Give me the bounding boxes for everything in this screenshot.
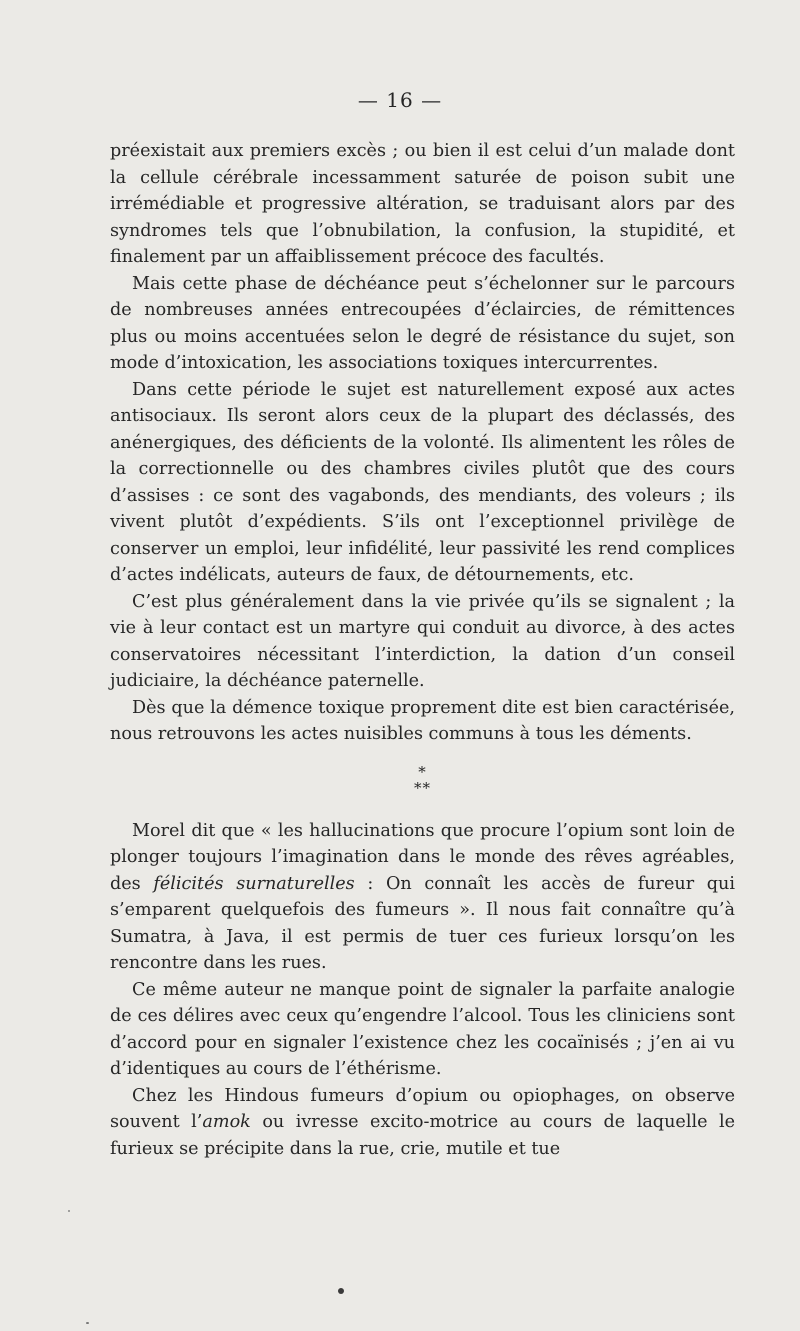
paragraph-continuation: préexistait aux premiers excès ; ou bien il est celui d’un malade dont la cellule cérébrale incessamment saturée de poison subit une irrémédiable et progressive altération, se traduisant alors par des syndromes tels que l’obnubilation, la confusion, la stupidité, et finalement par un affaiblissement précoce des facultés.: [110, 141, 735, 267]
paragraph-actes-antisociaux: Dans cette période le sujet est naturellement exposé aux actes antisociaux. Ils seront alors ceux de la plupart des déclassés, des anénergiques, des déficients de la volonté. Ils alimentent les rôles de la correctionnelle ou des chambres civiles plutôt que des cours d’assises : ce sont des vagabonds, des mendiants, des voleurs ; ils vivent plutôt d’expédients. S’ils ont l’exceptionnel privilège de conserver un emploi, leur infidélité, leur passivité les rend complices d’actes indélicats, auteurs de faux, de détournements, etc.: [110, 379, 735, 585]
paragraph-hindous: [110, 1083, 735, 1163]
asterism-bottom: **: [414, 778, 431, 797]
hindous-italic-word: amok: [202, 1112, 251, 1132]
ink-speck: [86, 1322, 89, 1324]
paragraph-morel: [110, 818, 735, 977]
hindous-text-start: Chez les Hindous fumeurs d’opium ou opiophages, on observe souvent l’: [110, 1085, 735, 1132]
morel-text-start: Morel dit que « les hallucinations que procure l’opium sont loin de plonger toujours l’imagination dans le monde des rêves agréables, des: [110, 820, 735, 894]
page-number: — 16 —: [357, 88, 443, 112]
hindous-text-end: ou ivresse excito-motrice au cours de laquelle le furieux se précipite dans la rue, crie, mutile et tue: [110, 1112, 735, 1159]
paragraph-decheance: Mais cette phase de déchéance peut s’échelonner sur le parcours de nombreuses années entrecoupées d’éclaircies, de rémittences plus ou moins accentuées selon le degré de résistance du sujet, son mode d’intoxication, les associations toxiques intercurrentes.: [110, 273, 735, 373]
paragraph-vie-privee: C’est plus généralement dans la vie privée qu’ils se signalent ; la vie à leur contact est un martyre qui conduit au divorce, à des actes conservatoires nécessitant l’interdiction, la dation d’un conseil judiciaire, la déchéance paternelle.: [110, 591, 735, 691]
body-text: [110, 138, 735, 1162]
asterism-separator: [110, 764, 735, 796]
morel-text-end: : On connaît les accès de fureur qui s’emparent quelquefois des fumeurs ». Il nous fait connaître qu’à Sumatra, à Java, il est permis de tuer ces furieux lorsqu’on les rencontre dans les rues.: [110, 873, 735, 973]
ink-speck: [338, 1288, 344, 1294]
paragraph-demence-toxique: Dès que la démence toxique proprement dite est bien caractérisée, nous retrouvons les actes nuisibles communs à tous les déments.: [110, 697, 735, 744]
paragraph-analogie: Ce même auteur ne manque point de signaler la parfaite analogie de ces délires avec ceux qu’engendre l’alcool. Tous les cliniciens sont d’accord pour en signaler l’existence chez les cocaïnisés ; j’en ai vu d’identiques au cours de l’éthérisme.: [110, 979, 735, 1079]
ink-speck: [68, 1210, 70, 1212]
asterism-top: *: [418, 762, 427, 781]
morel-italic-phrase: félicités surnaturelles: [153, 873, 355, 894]
